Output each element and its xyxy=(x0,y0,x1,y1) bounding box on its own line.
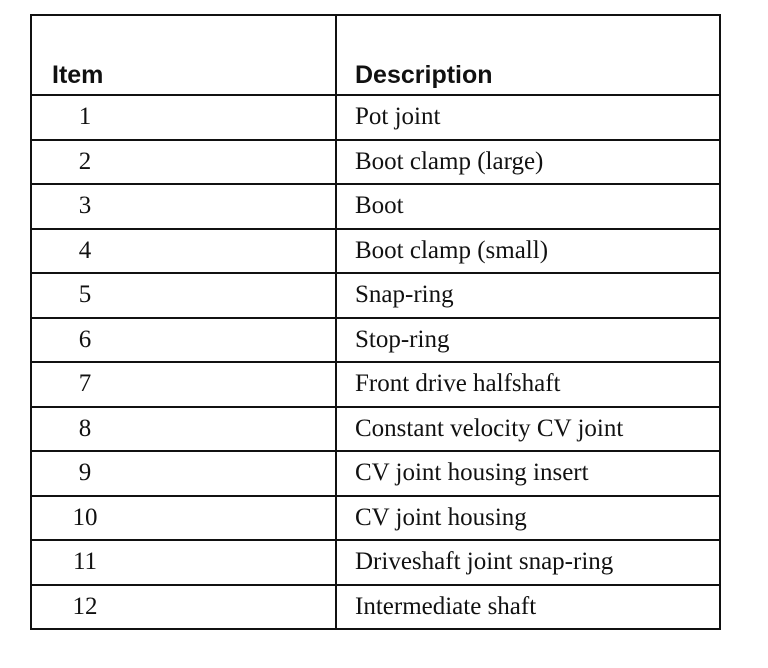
table-row xyxy=(32,496,719,541)
table-header-row xyxy=(32,16,719,95)
item-cell xyxy=(32,140,336,185)
description-cell: Snap-ring xyxy=(336,273,719,318)
item-number: 1 xyxy=(78,103,92,131)
item-cell xyxy=(32,540,336,585)
item-number: 7 xyxy=(78,370,92,398)
description-cell: CV joint housing xyxy=(336,496,719,541)
description-cell: Stop-ring xyxy=(336,318,719,363)
item-cell xyxy=(32,184,336,229)
description-cell: Intermediate shaft xyxy=(336,585,719,629)
description-cell: Pot joint xyxy=(336,95,719,140)
table-row xyxy=(32,229,719,274)
description-cell: Constant velocity CV joint xyxy=(336,407,719,452)
item-cell xyxy=(32,273,336,318)
item-number: 12 xyxy=(72,592,98,620)
item-number: 10 xyxy=(72,503,98,531)
item-number: 3 xyxy=(78,192,92,220)
item-number: 6 xyxy=(78,325,92,353)
item-cell xyxy=(32,496,336,541)
parts-table-frame xyxy=(30,14,721,630)
item-cell xyxy=(32,362,336,407)
item-cell xyxy=(32,318,336,363)
description-cell: Front drive halfshaft xyxy=(336,362,719,407)
description-cell: CV joint housing insert xyxy=(336,451,719,496)
column-header-item: Item xyxy=(32,16,336,95)
item-cell xyxy=(32,585,336,629)
table-row xyxy=(32,140,719,185)
item-number: 4 xyxy=(78,236,92,264)
table-row xyxy=(32,407,719,452)
table-row xyxy=(32,540,719,585)
table-row xyxy=(32,95,719,140)
table-row xyxy=(32,362,719,407)
item-number: 11 xyxy=(72,548,98,576)
description-cell: Boot xyxy=(336,184,719,229)
item-cell xyxy=(32,95,336,140)
description-cell: Boot clamp (small) xyxy=(336,229,719,274)
table-row xyxy=(32,318,719,363)
item-number: 5 xyxy=(78,281,92,309)
description-cell: Boot clamp (large) xyxy=(336,140,719,185)
item-cell xyxy=(32,229,336,274)
item-cell xyxy=(32,407,336,452)
table-row xyxy=(32,184,719,229)
item-number: 8 xyxy=(78,414,92,442)
item-number: 2 xyxy=(78,147,92,175)
table-row xyxy=(32,585,719,629)
item-number: 9 xyxy=(78,459,92,487)
description-cell: Driveshaft joint snap-ring xyxy=(336,540,719,585)
item-cell xyxy=(32,451,336,496)
table-row xyxy=(32,273,719,318)
column-header-description: Description xyxy=(336,16,719,95)
table-row xyxy=(32,451,719,496)
parts-table xyxy=(32,16,719,628)
